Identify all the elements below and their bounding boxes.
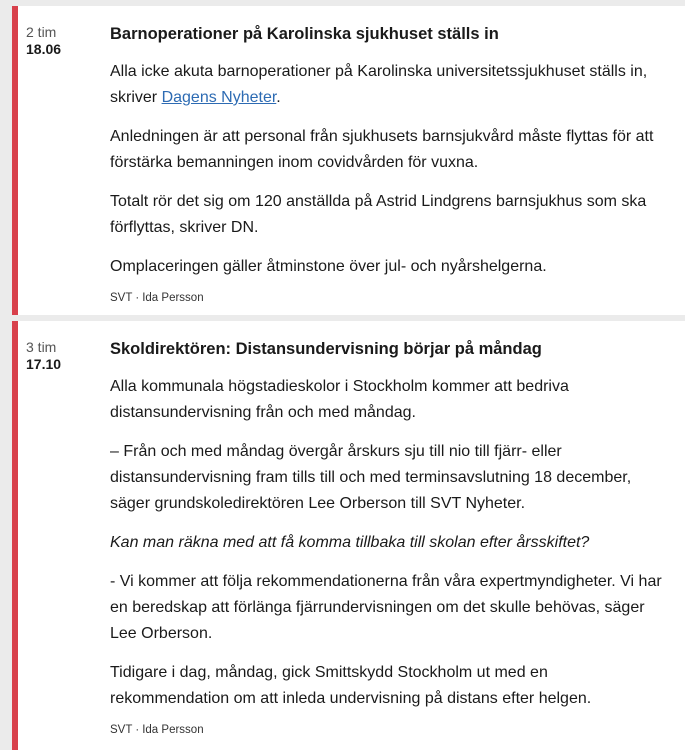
time-clock: 17.10 [26, 356, 62, 372]
post-headline: Barnoperationer på Karolinska sjukhuset ställs in [110, 25, 499, 43]
byline-author: Ida Persson [142, 292, 204, 304]
post-paragraph: - Vi kommer att följa rekommendationerna från våra expertmyndigheter. Vi har en beredskap att förlänga fjärrundervisningen om det skulle behövas, säger Lee Orberson. [110, 573, 662, 642]
post-paragraph: Alla kommunala högstadieskolor i Stockholm kommer att bedriva distansundervisning från och med måndag. [110, 378, 569, 421]
byline-source: SVT [110, 292, 133, 304]
time-ago: 3 tim [26, 339, 57, 355]
byline-author: Ida Persson [142, 724, 204, 736]
post-byline [110, 291, 671, 305]
post-question: Kan man räkna med att få komma tillbaka till skolan efter årsskiftet? [110, 534, 590, 551]
feed-post [12, 321, 685, 750]
post-paragraph [110, 59, 671, 111]
byline-separator: · [135, 292, 140, 304]
post-timestamp [26, 339, 106, 373]
time-ago: 2 tim [26, 24, 57, 40]
paragraph-text: Alla icke akuta barnoperationer på Karolinska universitetssjukhuset ställs in, skriver [110, 63, 648, 106]
post-content [110, 24, 671, 305]
feed-post [12, 6, 685, 315]
post-byline [110, 723, 671, 737]
byline-separator: · [135, 724, 140, 736]
post-paragraph: Omplaceringen gäller åtminstone över jul- och nyårshelgerna. [110, 258, 547, 275]
post-headline: Skoldirektören: Distansundervisning börjar på måndag [110, 340, 542, 358]
paragraph-tail: . [276, 89, 281, 106]
post-paragraph: Anledningen är att personal från sjukhusets barnsjukvård måste flyttas för att förstärka bemanningen inom covidvården för vuxna. [110, 128, 654, 171]
post-content [110, 339, 671, 737]
dagens-nyheter-link[interactable]: Dagens Nyheter [161, 89, 277, 106]
post-paragraph: – Från och med måndag övergår årskurs sju till nio till fjärr- eller distansundervisning fram tills till och med terminsavslutning 18 december, säger grundskoledirektören Lee Orberson till SVT Nyheter. [110, 443, 632, 512]
byline-source: SVT [110, 724, 133, 736]
post-paragraph: Tidigare i dag, måndag, gick Smittskydd Stockholm ut med en rekommendation om att inleda undervisning på distans efter helgen. [110, 664, 592, 707]
post-paragraph: Totalt rör det sig om 120 anställda på Astrid Lindgrens barnsjukhus som ska förflyttas, skriver DN. [110, 193, 647, 236]
time-clock: 18.06 [26, 41, 62, 57]
post-timestamp [26, 24, 106, 58]
